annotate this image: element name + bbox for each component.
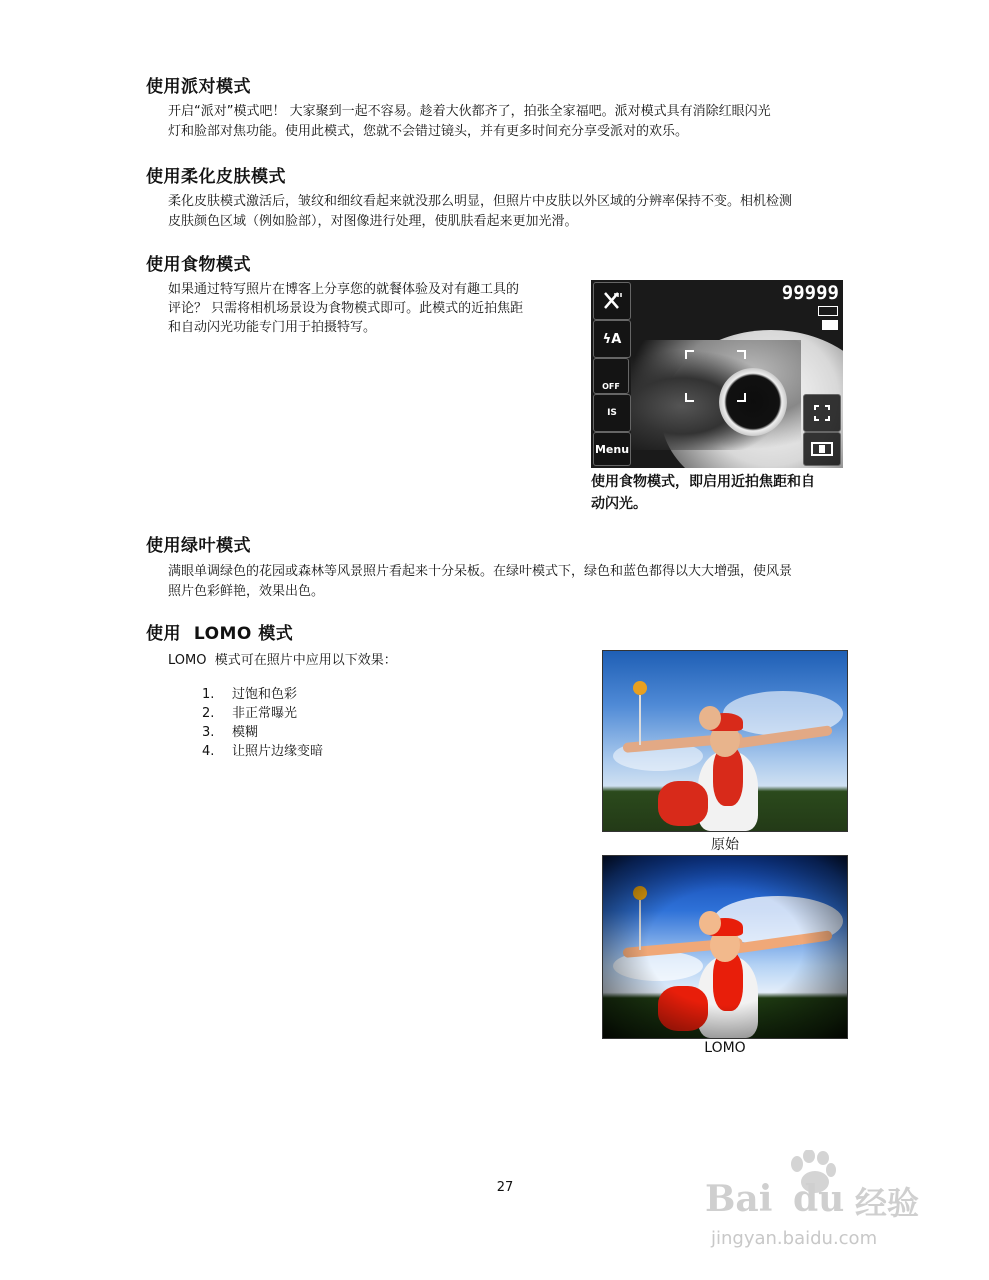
food-line-2: 评论？ 只需将相机场景设为食物模式即可。此模式的近拍焦距 — [168, 301, 524, 316]
focus-bracket-icon — [737, 393, 746, 402]
caption-original: 原始 — [711, 837, 739, 853]
watermark-brand-du: du — [793, 1178, 845, 1220]
watermark-brand: Bai — [705, 1178, 773, 1220]
focus-bracket-icon — [737, 350, 746, 359]
shots-remaining-counter: 99999 — [781, 282, 839, 304]
original-photo — [602, 650, 848, 832]
bowl-image — [719, 368, 787, 436]
battery-icon — [818, 306, 838, 316]
food-mode-camera-screen — [591, 280, 843, 468]
foliage-line-1: 满眼单调绿色的花园或森林等风景照片看起来十分呆板。在绿叶模式下，绿色和蓝色都得以大大增强，使风景 — [168, 564, 793, 579]
section-title-foliage: 使用绿叶模式 — [146, 536, 251, 556]
food-line-3: 和自动闪光功能专门用于拍摄特写。 — [168, 320, 377, 335]
list-item: 2. 非正常曝光 — [202, 706, 298, 721]
lomo-photo — [602, 855, 848, 1039]
page-number: 27 — [496, 1180, 514, 1195]
fullscreen-icon[interactable] — [803, 394, 841, 432]
food-line-1: 如果通过特写照片在博客上分享您的就餐体验及对有趣工具的 — [168, 282, 520, 297]
self-timer-off-icon[interactable]: OFF — [593, 358, 629, 394]
list-item: 4. 让照片边缘变暗 — [202, 744, 324, 759]
section-title-party: 使用派对模式 — [146, 77, 251, 97]
focus-bracket-icon — [685, 350, 694, 359]
storage-icon — [822, 320, 838, 330]
list-item: 3. 模糊 — [202, 725, 259, 740]
fork-knife-icon[interactable] — [593, 282, 631, 320]
focus-bracket-icon — [685, 393, 694, 402]
watermark-url: jingyan.baidu.com — [711, 1228, 878, 1249]
baidu-jingyan-watermark — [705, 1150, 935, 1250]
food-caption-line-1: 使用食物模式，即启用近拍焦距和自 — [591, 474, 815, 490]
lomo-intro: LOMO 模式可在照片中应用以下效果： — [168, 653, 397, 668]
pinwheel-icon — [633, 681, 647, 695]
party-line-2: 灯和脸部对焦功能。使用此模式，您就不会错过镜头，并有更多时间充分享受派对的欢乐。 — [168, 124, 689, 139]
party-line-1: 开启“派对”模式吧！ 大家聚到一起不容易。趁着大伙都齐了，拍张全家福吧。派对模式具有消除红眼闪光 — [168, 104, 771, 119]
menu-button[interactable]: Menu — [593, 432, 631, 466]
image-stabilizer-icon[interactable]: IS — [593, 394, 631, 432]
caption-lomo: LOMO — [704, 1040, 746, 1056]
flash-auto-icon[interactable]: ϟA — [593, 320, 631, 358]
lomo-effects-list — [202, 685, 323, 761]
list-item: 1. 过饱和色彩 — [202, 687, 298, 702]
foliage-line-2: 照片色彩鲜艳，效果出色。 — [168, 584, 325, 599]
soft-skin-line-2: 皮肤颜色区域（例如脸部），对图像进行处理，使肌肤看起来更加光滑。 — [168, 214, 578, 229]
section-title-soft-skin: 使用柔化皮肤模式 — [146, 167, 286, 187]
soft-skin-line-1: 柔化皮肤模式激活后，皱纹和细纹看起来就没那么明显，但照片中皮肤以外区域的分辨率保持不变。相机检测 — [168, 194, 793, 209]
section-title-food: 使用食物模式 — [146, 255, 251, 275]
watermark-brand-cn: 经验 — [855, 1184, 920, 1222]
section-title-lomo: 使用 LOMO 模式 — [146, 624, 294, 644]
food-caption-line-2: 动闪光。 — [591, 496, 647, 512]
display-mode-icon[interactable] — [803, 432, 841, 466]
